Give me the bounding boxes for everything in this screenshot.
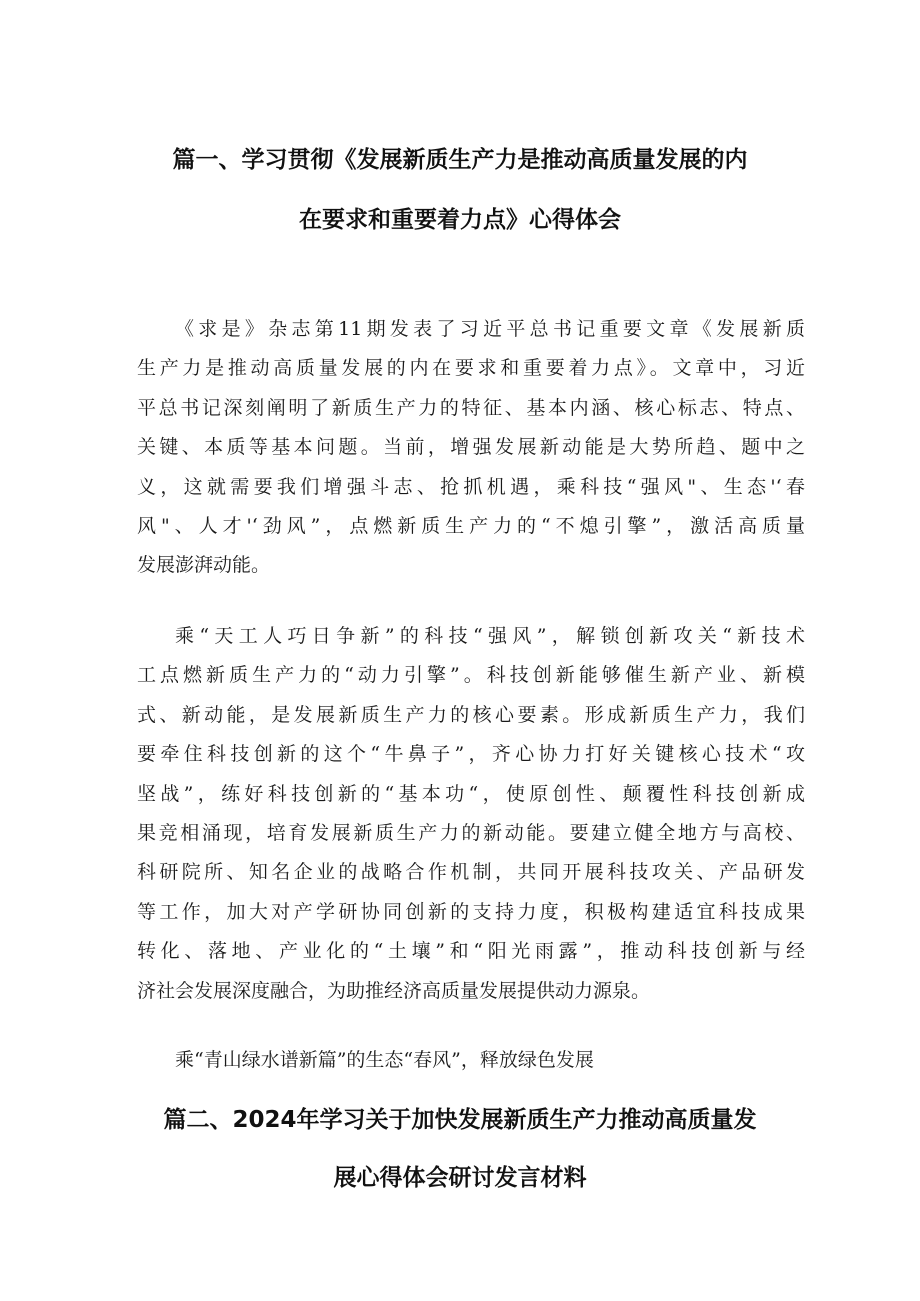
paragraph-line: 坚战”，练好科技创新的“基本功“，使原创性、颠覆性科技创新成 bbox=[137, 782, 805, 805]
section-2-title-line-2: 展心得体会研讨发言材料 bbox=[333, 1165, 587, 1191]
paragraph-line: 乘“青山绿水谱新篇”的生态“春风”，释放绿色发展 bbox=[175, 1049, 594, 1071]
paragraph-line: 济社会发展深度融合，为助推经济高质量发展提供动力源泉。 bbox=[137, 979, 651, 1002]
paragraph-line: 式、新动能，是发展新质生产力的核心要素。形成新质生产力，我们 bbox=[137, 703, 805, 726]
paragraph-line: 平总书记深刻阐明了新质生产力的特征、基本内涵、核心标志、特点、 bbox=[137, 396, 805, 419]
paragraph-line: 风"、人才'‘劲风”，点燃新质生产力的“不熄引擎”，激活高质量 bbox=[137, 514, 805, 537]
paragraph-line: 发展澎湃动能。 bbox=[137, 554, 271, 577]
paragraph-line: 转化、落地、产业化的“土壤”和“阳光雨露”，推动科技创新与经 bbox=[137, 940, 805, 963]
paragraph-line: 《求是》杂志第11期发表了习近平总书记重要文章《发展新质 bbox=[175, 318, 805, 340]
section-1-title-line-2: 在要求和重要着力点》心得体会 bbox=[299, 207, 621, 233]
paragraph-line: 关键、本质等基本问题。当前，增强发展新动能是大势所趋、题中之 bbox=[137, 436, 805, 459]
section-2-title-line-1: 篇二、2024年学习关于加快发展新质生产力推动高质量发 bbox=[163, 1107, 757, 1133]
paragraph-line: 工点燃新质生产力的“动力引擎”。科技创新能够催生新产业、新模 bbox=[137, 664, 805, 687]
paragraph-line: 科研院所、知名企业的战略合作机制，共同开展科技攻关、产品研发 bbox=[137, 861, 805, 884]
paragraph-3 bbox=[137, 1041, 805, 1080]
paragraph-line: 要牵住科技创新的这个“牛鼻子”，齐心协力打好关键核心技术“攻 bbox=[137, 743, 805, 766]
paragraph-line: 义，这就需要我们增强斗志、抢抓机遇，乘科技“强风"、生态'‘春 bbox=[137, 475, 805, 498]
section-1-title-line-1: 篇一、学习贯彻《发展新质生产力是推动高质量发展的内 bbox=[172, 147, 748, 173]
paragraph-line: 乘“天工人巧日争新”的科技“强风”，解锁创新攻关“新技术 bbox=[175, 625, 805, 647]
paragraph-2 bbox=[137, 617, 805, 1011]
paragraph-line: 等工作，加大对产学研协同创新的支持力度，积极构建适宜科技成果 bbox=[137, 900, 805, 923]
paragraph-line: 生产力是推动高质量发展的内在要求和重要着力点》。文章中，习近 bbox=[137, 357, 805, 380]
paragraph-1 bbox=[137, 310, 805, 586]
paragraph-line: 果竞相涌现，培育发展新质生产力的新动能。要建立健全地方与高校、 bbox=[137, 821, 805, 844]
